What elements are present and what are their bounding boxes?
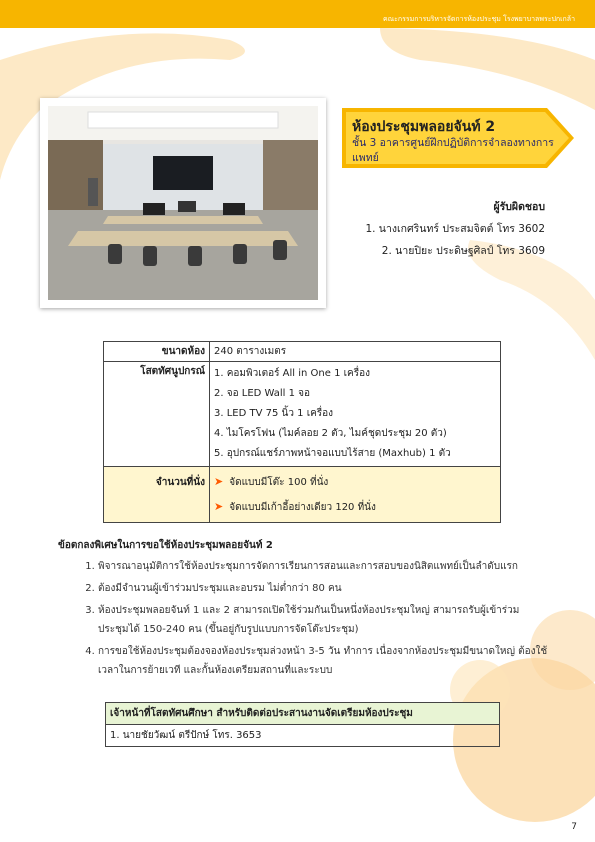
contact-heading: เจ้าหน้าที่โสตทัศนศึกษา สำหรับติดต่อประสานงานจัดเตรียมห้องประชุม xyxy=(106,703,500,725)
room-info-table xyxy=(103,341,501,523)
seats-label: จำนวนที่นั่ง xyxy=(104,467,210,523)
room-title-box xyxy=(342,108,574,168)
terms-item: 2. ต้องมีจำนวนผู้เข้าร่วมประชุมและอบรม ไม่ต่ำกว่า 80 คน xyxy=(98,579,548,598)
size-row xyxy=(104,342,501,362)
terms-heading: ข้อตกลงพิเศษในการขอใช้ห้องประชุมพลอยจันท์ 2 xyxy=(58,540,273,551)
terms-item: 3. ห้องประชุมพลอยจันท์ 1 และ 2 สามารถเปิดใช้ร่วมกันเป็นหนึ่งห้องประชุมใหญ่ สามารถรับผู้เข้าร่วมประชุมได้ 150-240 คน (ขึ้นอยู่กับรูปแบบการจัดโต๊ะประชุม) xyxy=(98,601,548,639)
size-value: 240 ตารางเมตร xyxy=(210,342,501,362)
seats-row xyxy=(104,467,501,523)
av-item: 2. จอ LED Wall 1 จอ xyxy=(214,388,311,399)
special-terms xyxy=(58,538,548,683)
av-item: 5. อุปกรณ์แชร์ภาพหน้าจอแบบไร้สาย (Maxhub) 1 ตัว xyxy=(214,448,451,459)
av-list xyxy=(210,362,501,467)
top-right-swirl xyxy=(380,28,595,110)
av-item: 4. ไมโครโฟน (ไมค์ลอย 2 ตัว, ไมค์ชุดประชุม 20 ตัว) xyxy=(214,428,447,439)
arrow-icon: ➤ xyxy=(214,475,224,488)
seat-option: จัดแบบมีโต๊ะ 100 ที่นั่ง xyxy=(229,477,329,488)
av-item: 3. LED TV 75 นิ้ว 1 เครื่อง xyxy=(214,408,334,419)
responsible-person: 2. นายปิยะ ประดิษฐศิลป์ โทร 3609 xyxy=(381,245,545,257)
responsible-section xyxy=(365,196,545,262)
size-label: ขนาดห้อง xyxy=(104,342,210,362)
room-location: ชั้น 3 อาคารศูนย์ฝึกปฏิบัติการจำลองทางการแพทย์ xyxy=(352,137,554,164)
av-row xyxy=(104,362,501,467)
responsible-person: 1. นางเกศรินทร์ ประสมจิตต์ โทร 3602 xyxy=(365,223,545,235)
header-bar xyxy=(0,0,595,28)
room-name: ห้องประชุมพลอยจันท์ 2 xyxy=(352,119,496,135)
organization-name: คณะกรรมการบริหารจัดการห้องประชุม โรงพยาบาลพระปกเกล้า xyxy=(382,15,575,23)
room-photo-frame xyxy=(40,98,326,308)
terms-list xyxy=(58,557,548,680)
seats-list xyxy=(210,467,501,523)
av-label: โสตทัศนูปกรณ์ xyxy=(104,362,210,467)
terms-item: 4. การขอใช้ห้องประชุมต้องจองห้องประชุมล่วงหน้า 3-5 วัน ทำการ เนื่องจากห้องประชุมมีขนาดใหญ่ ต้องใช้เวลาในการย้ายเวที และกั้นห้องเตรียมสถานที่และระบบ xyxy=(98,642,548,680)
av-item: 1. คอมพิวเตอร์ All in One 1 เครื่อง xyxy=(214,368,371,379)
contact-person: 1. นายชัยวัฒน์ ตรีปักษ์ โทร. 3653 xyxy=(106,725,500,747)
page-number: 7 xyxy=(571,822,577,832)
contact-table xyxy=(105,702,500,747)
room-photo xyxy=(48,106,318,300)
arrow-icon: ➤ xyxy=(214,500,224,513)
responsible-heading: ผู้รับผิดชอบ xyxy=(493,201,545,213)
terms-item: 1. พิจารณาอนุมัติการใช้ห้องประชุมการจัดการเรียนการสอนและการสอบของนิสิตแพทย์เป็นลำดับแรก xyxy=(98,557,548,576)
seat-option: จัดแบบมีเก้าอี้อย่างเดียว 120 ที่นั่ง xyxy=(229,502,376,513)
